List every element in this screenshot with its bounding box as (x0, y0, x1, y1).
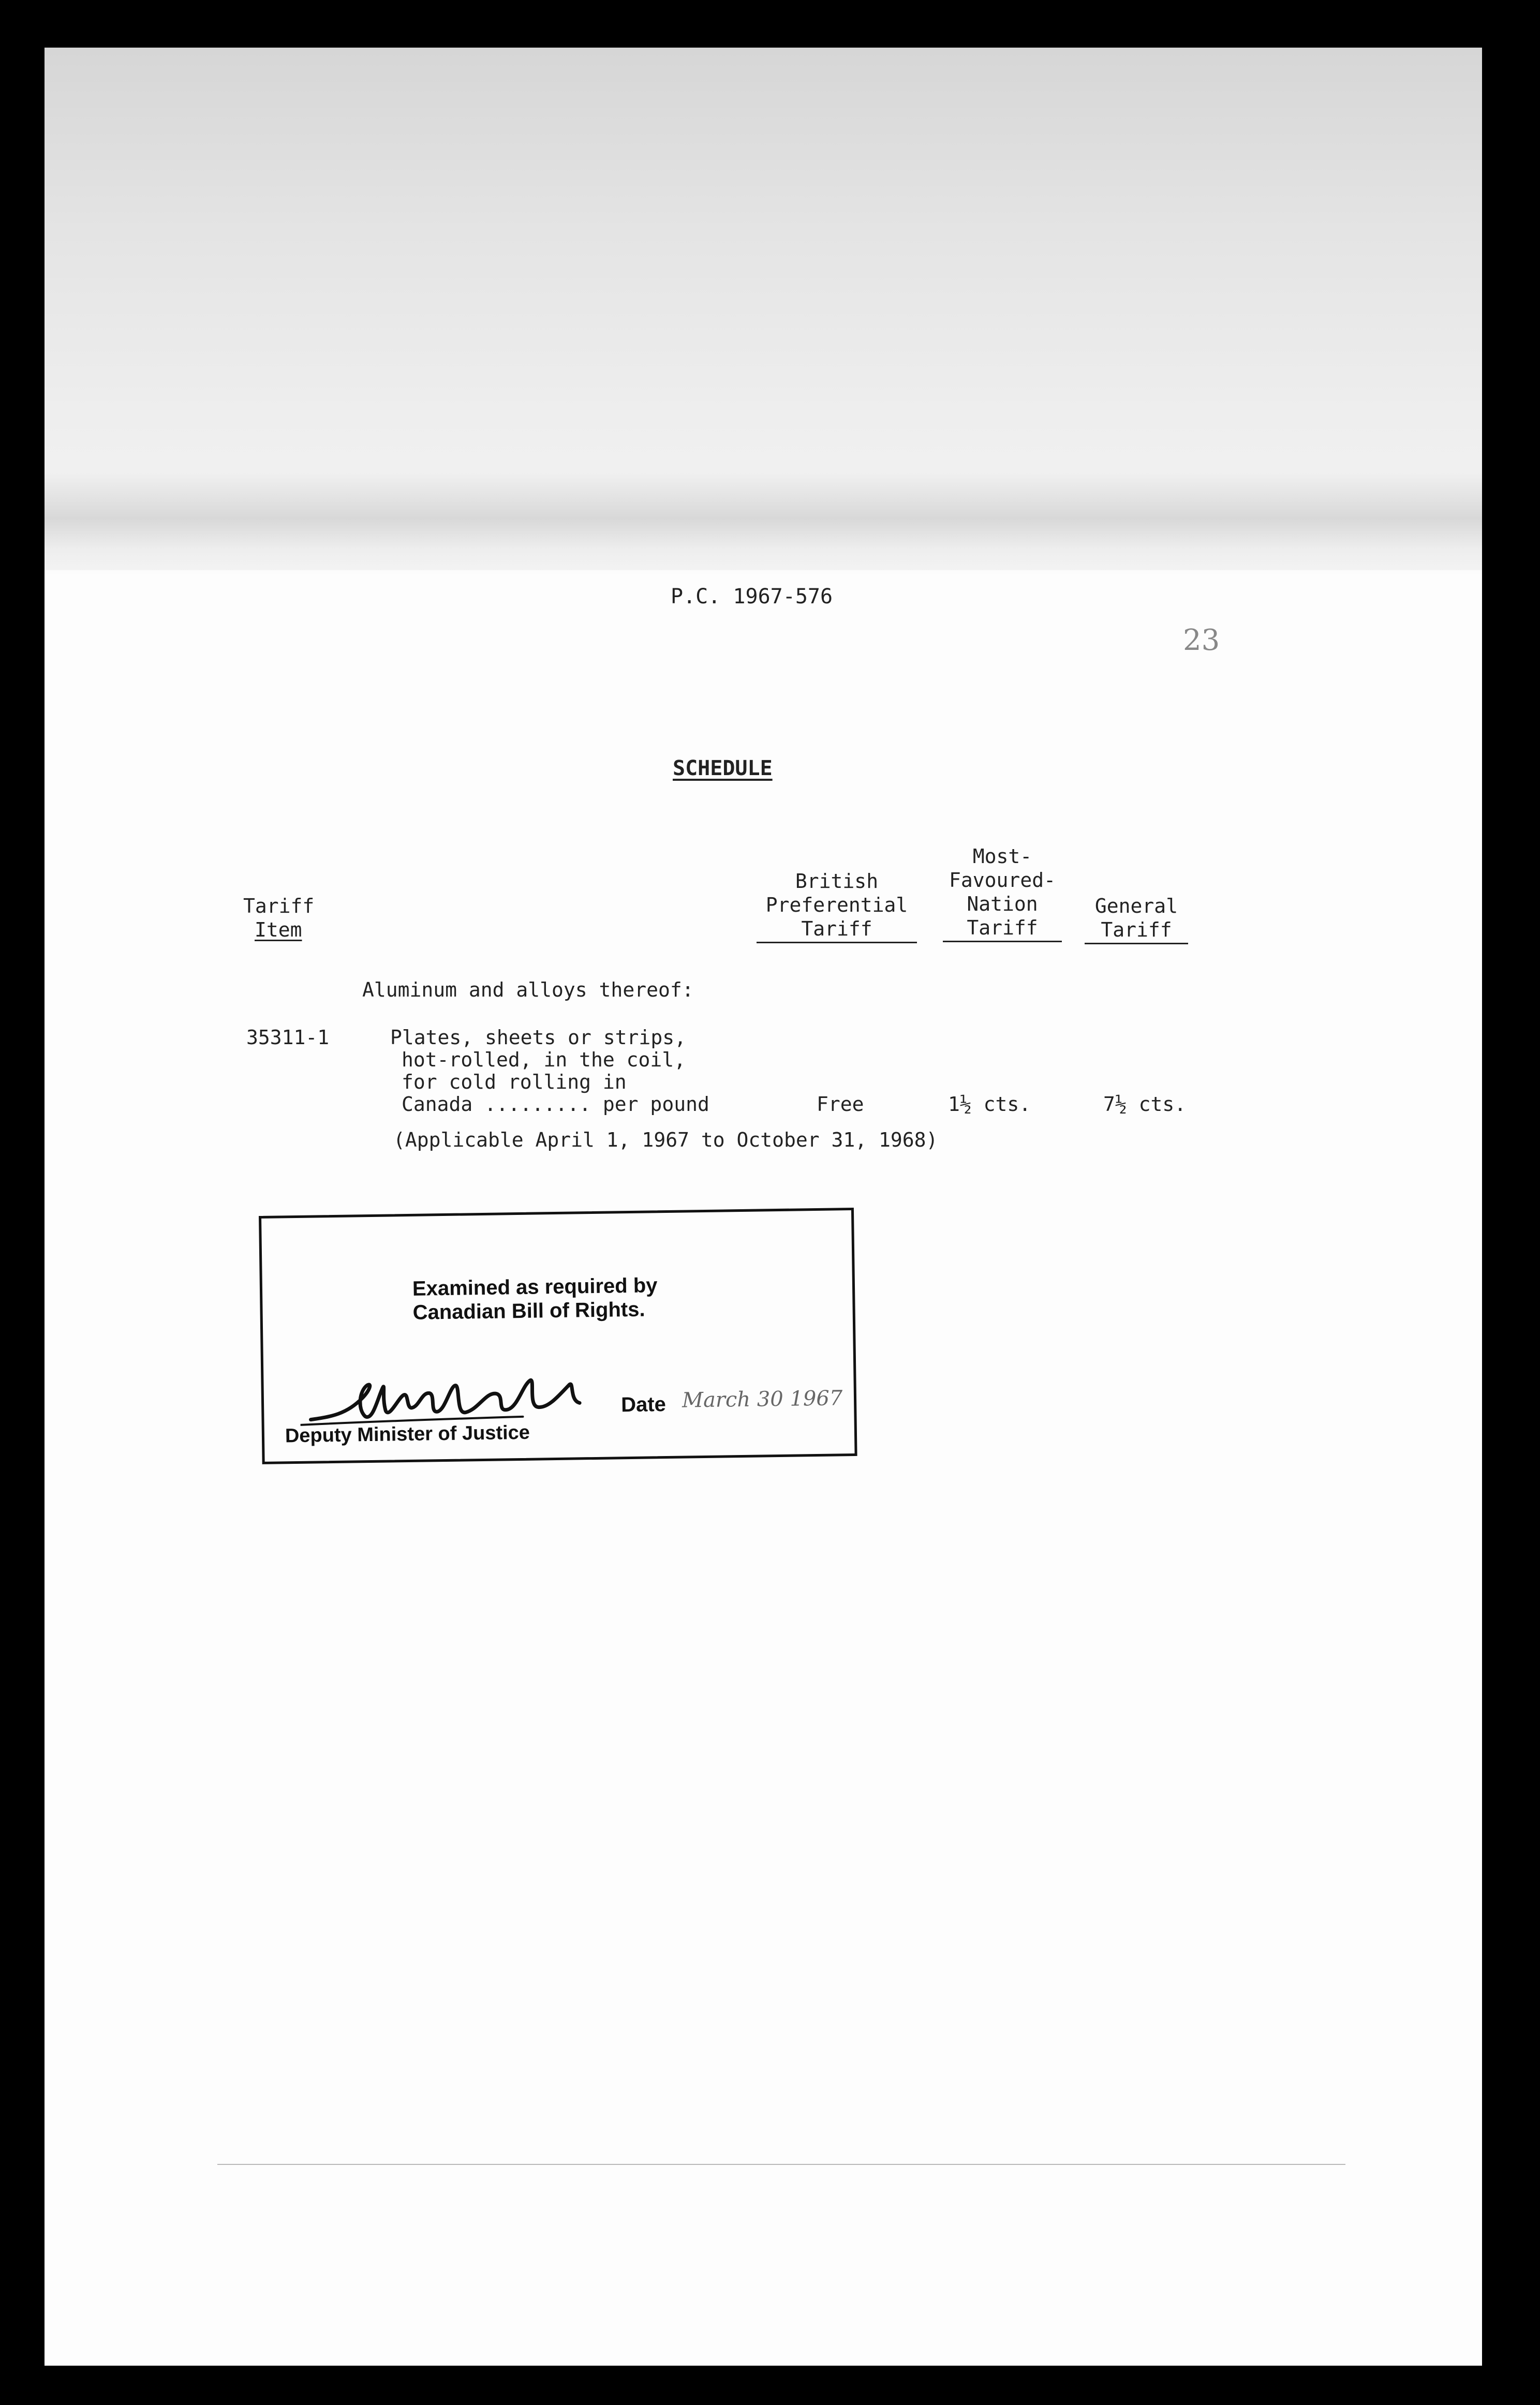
header-mfn-line: Favoured- (949, 869, 1056, 892)
header-british-line: British (795, 870, 879, 893)
header-tariff-item-line: Item (255, 918, 302, 941)
header-general-line: General (1094, 895, 1178, 917)
stamp-date-handwritten: March 30 1967 (682, 1386, 843, 1413)
section-heading: Aluminum and alloys thereof: (362, 978, 694, 1001)
bill-of-rights-stamp (259, 1208, 857, 1464)
stamp-signer-title: Deputy Minister of Justice (285, 1421, 530, 1447)
stamp-text-line: Canadian Bill of Rights. (412, 1298, 645, 1324)
header-tariff-item (243, 894, 321, 942)
tariff-item-number: 35311-1 (246, 1026, 330, 1049)
item-description-line: Plates, sheets or strips, (390, 1026, 686, 1049)
schedule-title: SCHEDULE (673, 756, 773, 780)
header-underline (1085, 943, 1188, 944)
rate-general: 7½ cts. (1103, 1093, 1187, 1116)
header-mfn-line: Nation (967, 893, 1038, 915)
header-british-line: Preferential (765, 894, 908, 916)
header-underline (757, 942, 917, 943)
page-reference: P.C. 1967-576 (671, 585, 833, 608)
header-mfn-line: Most- (972, 845, 1032, 868)
item-description-line: Canada ......... per pound (402, 1093, 709, 1116)
document-page (45, 48, 1482, 2366)
header-general-line: Tariff (1101, 918, 1172, 941)
header-most-favoured-nation (943, 844, 1062, 942)
stamp-text-line: Examined as required by (412, 1274, 658, 1300)
header-british-preferential (757, 869, 917, 943)
rate-british-preferential: Free (817, 1093, 864, 1116)
faint-bottom-rule (217, 2164, 1345, 2165)
header-british-line: Tariff (801, 917, 872, 940)
header-underline (943, 941, 1062, 942)
header-mfn-line: Tariff (967, 916, 1038, 939)
item-description-line: hot-rolled, in the coil, (402, 1048, 686, 1071)
stamp-date-label: Date (620, 1393, 667, 1417)
scan-fold-band (45, 472, 1482, 575)
header-tariff-item-line: Tariff (243, 895, 315, 917)
header-general-tariff (1085, 894, 1188, 944)
rate-most-favoured-nation: 1½ cts. (948, 1093, 1031, 1116)
applicable-period-note: (Applicable April 1, 1967 to October 31, 1968) (393, 1129, 938, 1151)
page-number: 23 (1183, 623, 1220, 657)
item-description-line: for cold rolling in (402, 1071, 627, 1093)
